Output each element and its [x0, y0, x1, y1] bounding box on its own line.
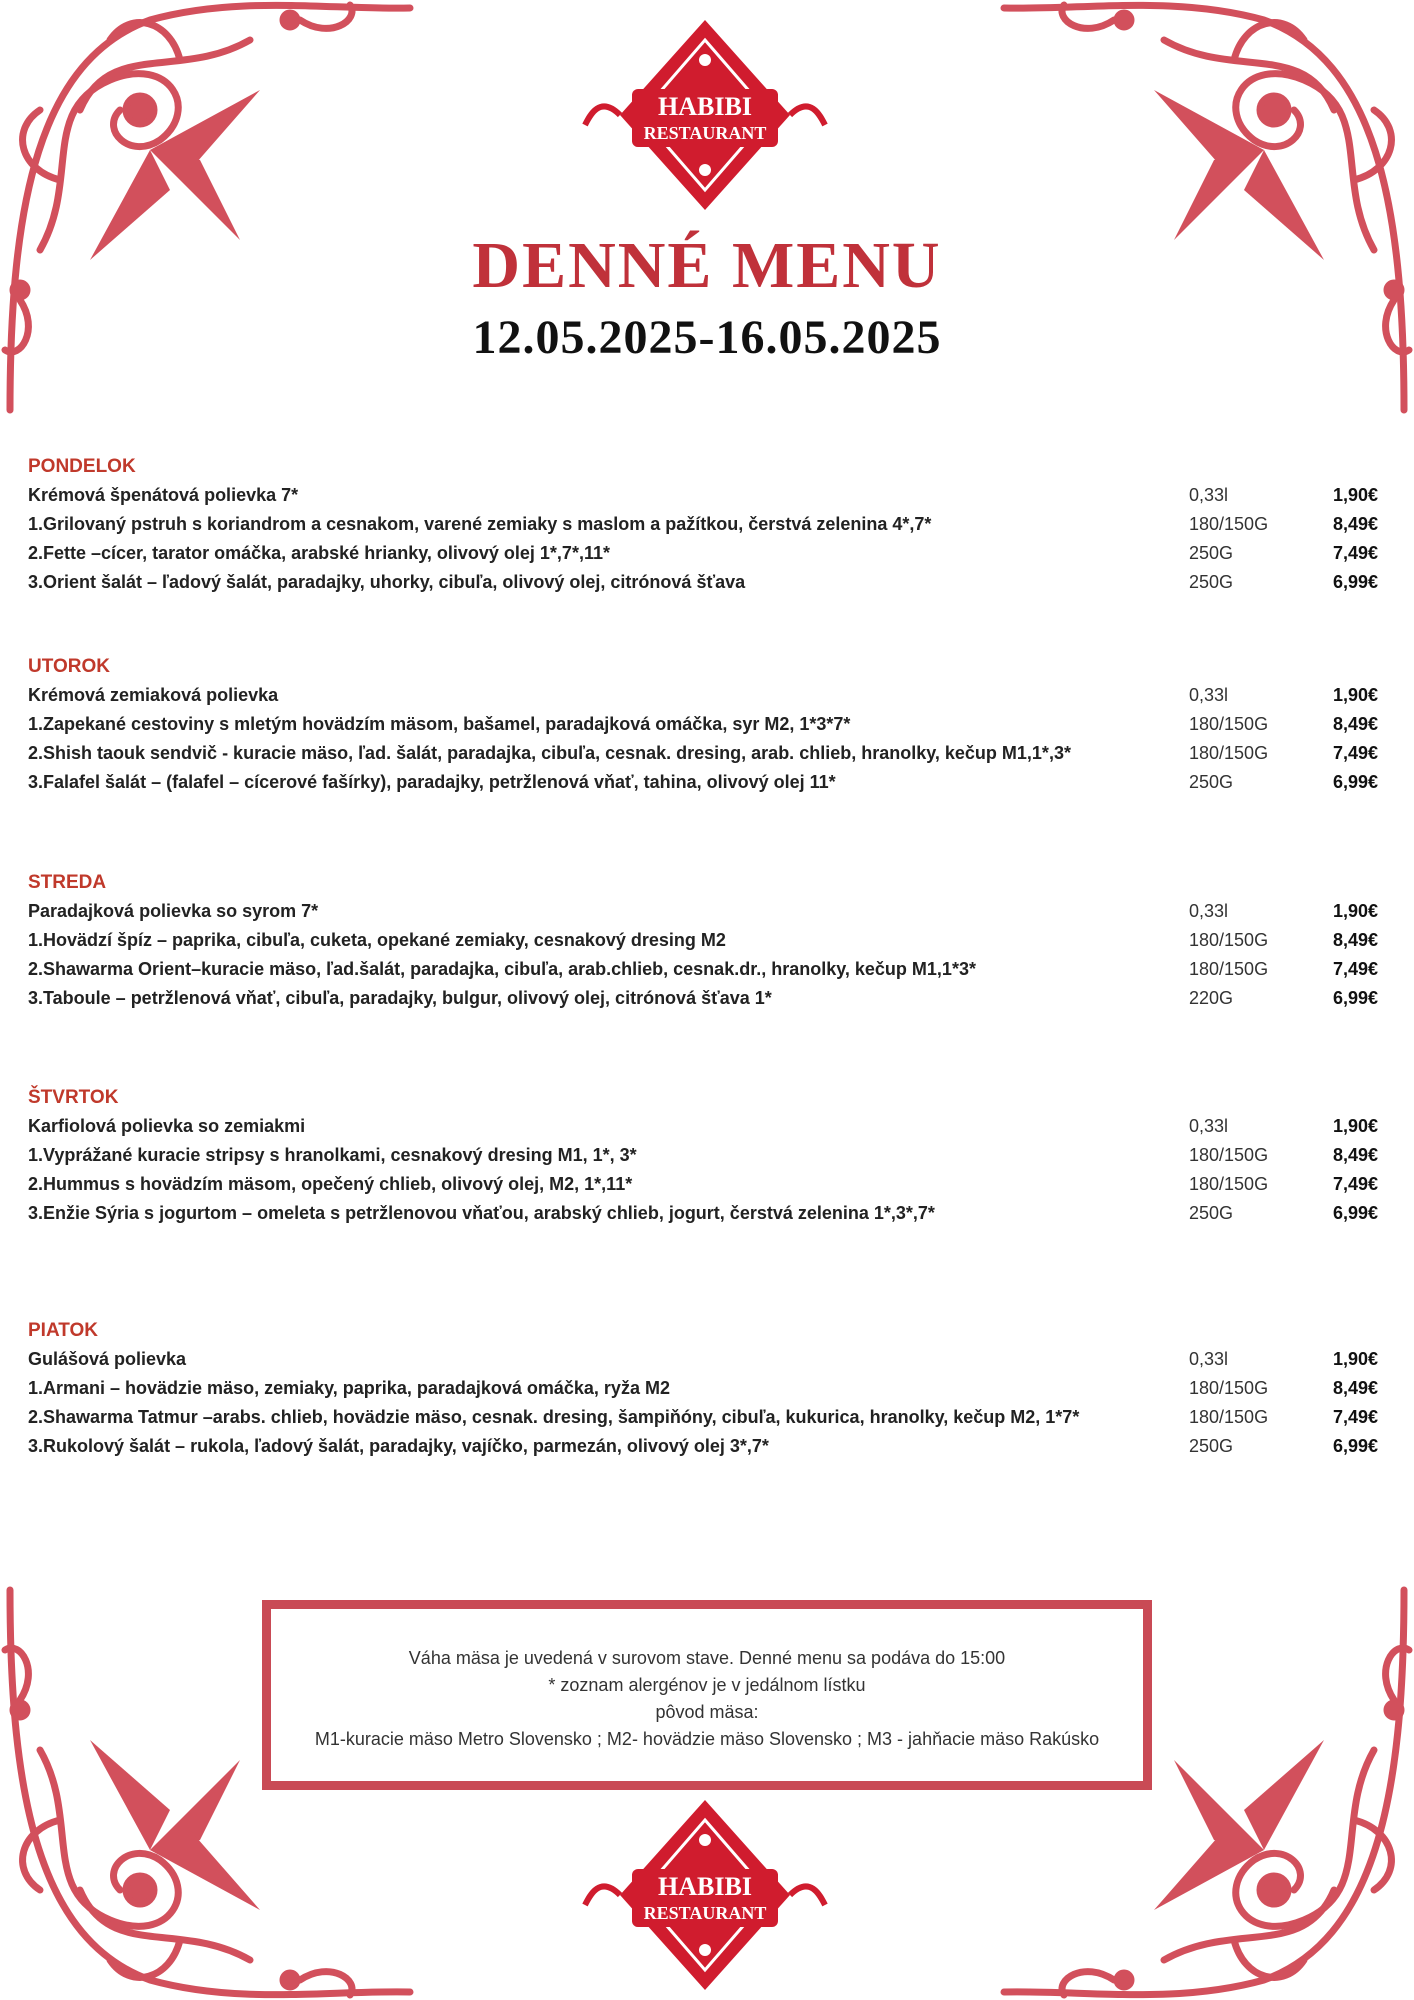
- dish-price: 6,99€: [1332, 772, 1378, 792]
- day-section-monday: [28, 452, 1388, 597]
- dish-name: 1.Hovädzí špíz – paprika, cibuľa, cuketa, opekané zemiaky, cesnakový dresing M2: [28, 930, 726, 950]
- dish-size: 180/150G: [1189, 1145, 1269, 1165]
- dish-size: 180/150G: [1189, 1174, 1269, 1194]
- note-line: M1-kuracie mäso Metro Slovensko ; M2- hovädzie mäso Slovensko ; M3 - jahňacie mäso Rakúsko: [314, 1729, 1100, 1749]
- menu-item: [28, 681, 1388, 710]
- dish-price: 6,99€: [1332, 572, 1378, 592]
- menu-item: [28, 510, 1388, 539]
- menu-item: [28, 1170, 1388, 1199]
- menu-item: [28, 768, 1388, 797]
- dish-size: 180/150G: [1189, 514, 1269, 534]
- menu-dates: 12.05.2025-16.05.2025: [472, 311, 942, 364]
- dish-size: 0,33l: [1189, 1349, 1229, 1369]
- dish-name: Karfiolová polievka so zemiakmi: [28, 1116, 306, 1136]
- dish-size: 180/150G: [1189, 714, 1269, 734]
- dish-price: 6,99€: [1332, 1203, 1378, 1223]
- menu-item: [28, 984, 1388, 1013]
- dish-price: 6,99€: [1332, 988, 1378, 1008]
- menu-item: [28, 1374, 1388, 1403]
- dish-price: 7,49€: [1332, 543, 1378, 563]
- dish-size: 0,33l: [1189, 485, 1229, 505]
- dish-price: 6,99€: [1332, 1436, 1378, 1456]
- dish-size: 250G: [1189, 1436, 1234, 1456]
- info-note-box: [262, 1600, 1152, 1790]
- dish-price: 8,49€: [1332, 1378, 1378, 1398]
- logo-line1: HABIBI: [658, 92, 752, 121]
- dish-name: Gulášová polievka: [28, 1349, 187, 1369]
- dish-price: 1,90€: [1332, 685, 1378, 705]
- restaurant-logo: [580, 15, 830, 215]
- menu-item: [28, 1141, 1388, 1170]
- dish-size: 220G: [1189, 988, 1234, 1008]
- dish-price: 1,90€: [1332, 1116, 1378, 1136]
- dish-price: 1,90€: [1332, 1349, 1378, 1369]
- dish-size: 180/150G: [1189, 930, 1269, 950]
- dish-price: 1,90€: [1332, 485, 1378, 505]
- day-name: PONDELOK: [28, 456, 136, 477]
- menu-item: [28, 926, 1388, 955]
- day-name: UTOROK: [28, 656, 110, 677]
- menu-item: [28, 568, 1388, 597]
- dish-name: 3.Falafel šalát – (falafel – cícerové fašírky), paradajky, petržlenová vňať, tahina, olivový olej 11*: [28, 772, 836, 792]
- logo-line2: RESTAURANT: [643, 1903, 767, 1923]
- day-name: STREDA: [28, 872, 107, 893]
- dish-name: 2.Shawarma Orient–kuracie mäso, ľad.šalát, paradajka, cibuľa, arab.chlieb, cesnak.dr., hranolky, kečup M1,1*3*: [28, 959, 976, 979]
- dish-name: Krémová zemiaková polievka: [28, 685, 279, 705]
- menu-item: [28, 481, 1388, 510]
- dish-name: 2.Shish taouk sendvič - kuracie mäso, ľad. šalát, paradajka, cibuľa, cesnak. dresing, arab. chlieb, hranolky, kečup M1,1*,3*: [28, 743, 1071, 763]
- note-line: * zoznam alergénov je v jedálnom lístku: [548, 1675, 866, 1695]
- dish-name: 3.Orient šalát – ľadový šalát, paradajky, uhorky, cibuľa, olivový olej, citrónová šťava: [28, 572, 746, 592]
- day-section-thursday: [28, 1083, 1388, 1228]
- dish-size: 250G: [1189, 572, 1234, 592]
- menu-item: [28, 1432, 1388, 1461]
- dish-name: 2.Shawarma Tatmur –arabs. chlieb, hovädzie mäso, cesnak. dresing, šampiňóny, cibuľa, kukurica, hranolky, kečup M2, 1*7*: [28, 1407, 1080, 1427]
- dish-size: 180/150G: [1189, 1378, 1269, 1398]
- dish-price: 7,49€: [1332, 743, 1378, 763]
- dish-size: 0,33l: [1189, 901, 1229, 921]
- dish-name: 1.Armani – hovädzie mäso, zemiaky, paprika, paradajková omáčka, ryža M2: [28, 1378, 670, 1398]
- dish-size: 250G: [1189, 1203, 1234, 1223]
- dish-size: 250G: [1189, 772, 1234, 792]
- menu-item: [28, 1345, 1388, 1374]
- dish-price: 1,90€: [1332, 901, 1378, 921]
- dish-price: 7,49€: [1332, 1174, 1378, 1194]
- page-title: DENNÉ MENU: [472, 229, 942, 302]
- dish-price: 8,49€: [1332, 714, 1378, 734]
- logo-line2: RESTAURANT: [643, 123, 767, 143]
- dish-size: 180/150G: [1189, 743, 1269, 763]
- menu-item: [28, 1199, 1388, 1228]
- day-section-wednesday: [28, 868, 1388, 1013]
- dish-price: 8,49€: [1332, 1145, 1378, 1165]
- day-name: ŠTVRTOK: [28, 1087, 119, 1108]
- dish-name: Krémová špenátová polievka 7*: [28, 485, 299, 505]
- menu-item: [28, 539, 1388, 568]
- day-section-tuesday: [28, 652, 1388, 797]
- dish-name: 1.Grilovaný pstruh s koriandrom a cesnakom, varené zemiaky s maslom a pažítkou, čerstvá zelenina 4*,7*: [28, 514, 932, 534]
- dish-price: 7,49€: [1332, 959, 1378, 979]
- dish-size: 180/150G: [1189, 1407, 1269, 1427]
- dish-name: 2.Hummus s hovädzím mäsom, opečený chlieb, olivový olej, M2, 1*,11*: [28, 1174, 633, 1194]
- logo-line1: HABIBI: [658, 1872, 752, 1901]
- dish-price: 7,49€: [1332, 1407, 1378, 1427]
- menu-item: [28, 1112, 1388, 1141]
- dish-name: 1.Vyprážané kuracie stripsy s hranolkami, cesnakový dresing M1, 1*, 3*: [28, 1145, 637, 1165]
- dish-size: 0,33l: [1189, 1116, 1229, 1136]
- restaurant-logo-bottom: [580, 1795, 830, 1995]
- note-line: pôvod mäsa:: [655, 1702, 759, 1722]
- note-line: Váha mäsa je uvedená v surovom stave. Denné menu sa podáva do 15:00: [408, 1648, 1006, 1668]
- dish-price: 8,49€: [1332, 930, 1378, 950]
- dish-name: 2.Fette –cícer, tarator omáčka, arabské hrianky, olivový olej 1*,7*,11*: [28, 543, 610, 563]
- dish-name: 3.Enžie Sýria s jogurtom – omeleta s petržlenovou vňaťou, arabský chlieb, jogurt, čerstvá zelenina 1*,3*,7*: [28, 1203, 935, 1223]
- day-name: PIATOK: [28, 1320, 99, 1341]
- menu-item: [28, 955, 1388, 984]
- dish-name: 1.Zapekané cestoviny s mletým hovädzím mäsom, bašamel, paradajková omáčka, syr M2, 1*3*7*: [28, 714, 851, 734]
- dish-name: 3.Rukolový šalát – rukola, ľadový šalát, paradajky, vajíčko, parmezán, olivový olej 3*,7*: [28, 1436, 769, 1456]
- dish-name: 3.Taboule – petržlenová vňať, cibuľa, paradajky, bulgur, olivový olej, citrónová šťava 1*: [28, 988, 772, 1008]
- menu-item: [28, 897, 1388, 926]
- dish-size: 180/150G: [1189, 959, 1269, 979]
- dish-price: 8,49€: [1332, 514, 1378, 534]
- menu-item: [28, 1403, 1388, 1432]
- menu-item: [28, 739, 1388, 768]
- dish-size: 0,33l: [1189, 685, 1229, 705]
- day-section-friday: [28, 1316, 1388, 1461]
- dish-size: 250G: [1189, 543, 1234, 563]
- menu-item: [28, 710, 1388, 739]
- dish-name: Paradajková polievka so syrom 7*: [28, 901, 319, 921]
